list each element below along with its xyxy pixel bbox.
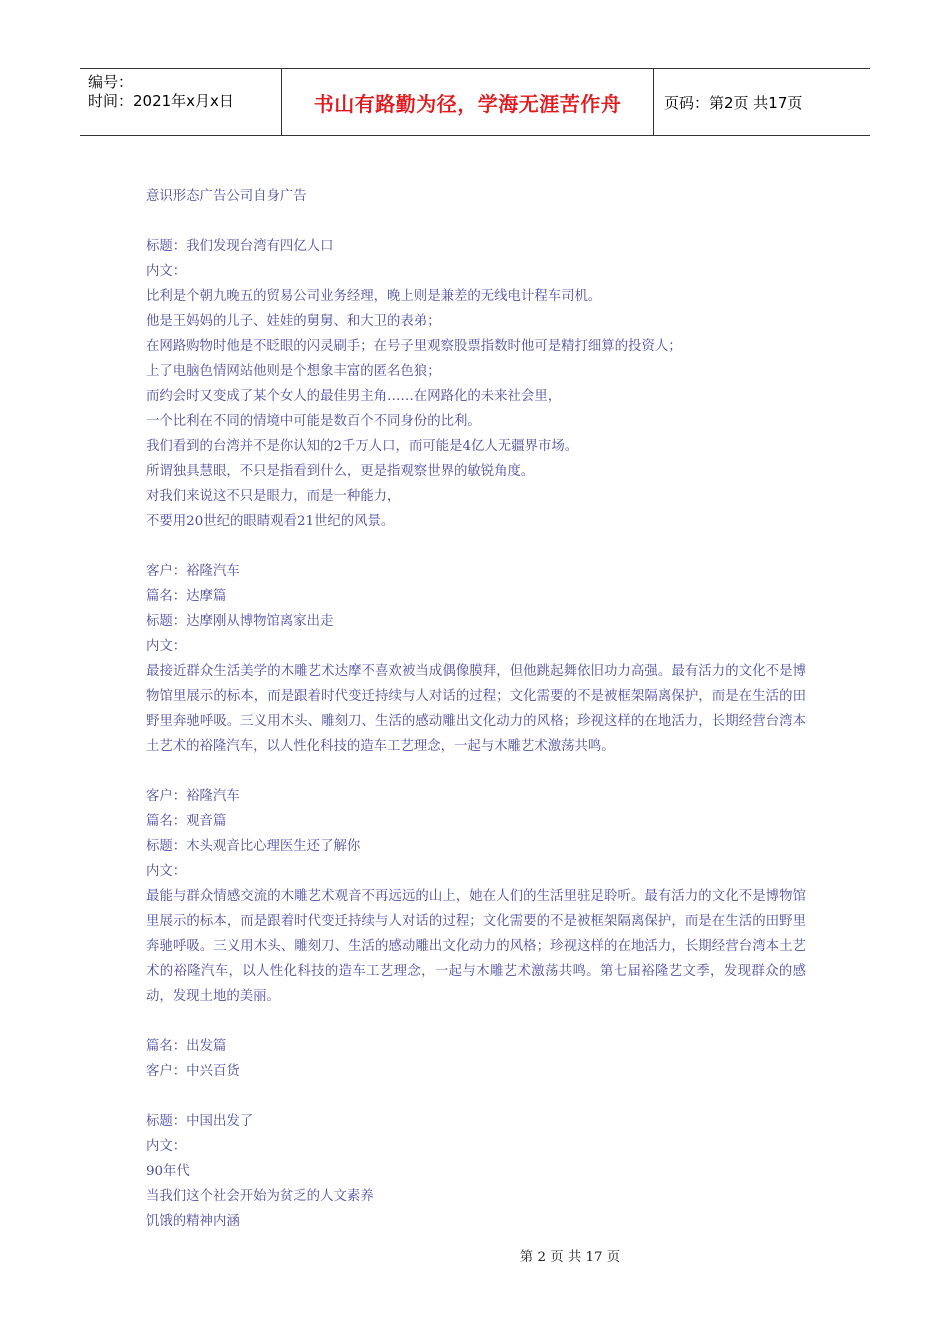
ad3-body-label: 内文： bbox=[146, 864, 187, 879]
ad1-line: 比利是个朝九晚五的贸易公司业务经理，晚上则是兼差的无线电计程车司机。 bbox=[146, 289, 602, 304]
ad3-body: 最能与群众情感交流的木雕艺术观音不再远远的山上，她在人们的生活里驻足聆听。最有活力的文化不是博物馆里展示的标本，而是跟着时代变迁持续与人对话的过程；文化需要的不是被框架隔离保护，而是在生活的田野里奔驰呼吸。三义用木头、雕刻刀、生活的感动雕出文化动力的风格；珍视这样的在地活力，长期经营台湾本土艺术的裕隆汽车，以人性化科技的造车工艺理念，一起与木雕艺术激荡共鸣。第七届裕隆艺文季，发现群众的感动，发现土地的美丽。 bbox=[146, 889, 806, 1004]
ad3-headline: 标题：木头观音比心理医生还了解你 bbox=[146, 839, 361, 854]
ad1-line: 上了电脑色情网站他则是个想象丰富的匿名色狼； bbox=[146, 364, 441, 379]
header-meta bbox=[80, 69, 282, 135]
ad3-client: 客户：裕隆汽车 bbox=[146, 789, 240, 804]
page-footer bbox=[0, 1246, 950, 1265]
time-label: 时间：2021年x月x日 bbox=[88, 92, 234, 110]
ad1-line: 不要用20世纪的眼睛观看21世纪的风景。 bbox=[146, 514, 395, 529]
ad1-line: 对我们来说这不只是眼力，而是一种能力， bbox=[146, 489, 401, 504]
document-header bbox=[80, 68, 870, 136]
ad4-line: 90年代 bbox=[146, 1164, 190, 1179]
number-label: 编号： bbox=[88, 73, 134, 91]
ad4-headline: 标题：中国出发了 bbox=[146, 1114, 254, 1129]
header-motto: 书山有路勤为径，学海无涯苦作舟 bbox=[282, 69, 654, 135]
ad1-line: 他是王妈妈的儿子、娃娃的舅舅、和大卫的表弟； bbox=[146, 314, 441, 329]
document-title: 意识形态广告公司自身广告 bbox=[146, 189, 307, 204]
header-page-info: 页码：第2页 共17页 bbox=[664, 93, 803, 112]
document-body bbox=[146, 184, 806, 1234]
ad2-headline: 标题：达摩刚从博物馆离家出走 bbox=[146, 614, 334, 629]
ad1-line: 在网路购物时他是不眨眼的闪灵刷手；在号子里观察股票指数时他可是精打细算的投资人； bbox=[146, 339, 682, 354]
ad3-piece-name: 篇名：观音篇 bbox=[146, 814, 227, 829]
ad2-body-label: 内文： bbox=[146, 639, 187, 654]
ad4-line: 当我们这个社会开始为贫乏的人文素养 bbox=[146, 1189, 374, 1204]
ad1-headline: 标题：我们发现台湾有四亿人口 bbox=[146, 239, 334, 254]
ad4-body-label: 内文： bbox=[146, 1139, 187, 1154]
ad4-line: 饥饿的精神内涵 bbox=[146, 1214, 240, 1229]
ad2-client: 客户：裕隆汽车 bbox=[146, 564, 240, 579]
ad1-line: 而约会时又变成了某个女人的最佳男主角……在网路化的未来社会里， bbox=[146, 389, 562, 404]
ad1-line: 我们看到的台湾并不是你认知的2千万人口，而可能是4亿人无疆界市场。 bbox=[146, 439, 579, 454]
ad2-piece-name: 篇名：达摩篇 bbox=[146, 589, 227, 604]
footer-page-number: 第 2 页 共 17 页 bbox=[519, 1250, 621, 1265]
ad1-line: 一个比利在不同的情境中可能是数百个不同身份的比利。 bbox=[146, 414, 481, 429]
ad4-client: 客户：中兴百货 bbox=[146, 1064, 240, 1079]
ad4-piece-name: 篇名：出发篇 bbox=[146, 1039, 227, 1054]
ad2-body: 最接近群众生活美学的木雕艺术达摩不喜欢被当成偶像膜拜，但他跳起舞依旧功力高强。最有活力的文化不是博物馆里展示的标本，而是跟着时代变迁持续与人对话的过程；文化需要的不是被框架隔离保护，而是在生活的田野里奔驰呼吸。三义用木头、雕刻刀、生活的感动雕出文化动力的风格；珍视这样的在地活力，长期经营台湾本土艺术的裕隆汽车，以人性化科技的造车工艺理念，一起与木雕艺术激荡共鸣。 bbox=[146, 664, 806, 754]
ad1-line: 所谓独具慧眼，不只是指看到什么，更是指观察世界的敏锐角度。 bbox=[146, 464, 535, 479]
ad1-body-label: 内文： bbox=[146, 264, 187, 279]
